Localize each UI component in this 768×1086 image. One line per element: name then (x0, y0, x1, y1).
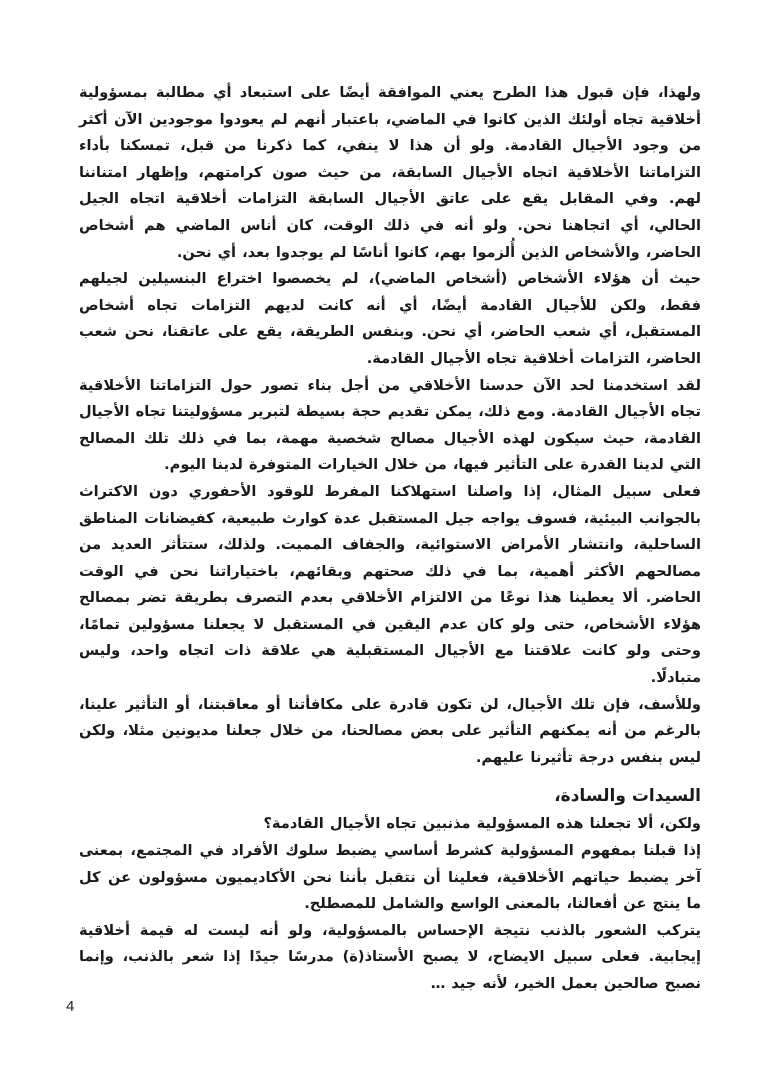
paragraph-moral-intuition: لقد استخدمنا لحد الآن حدسنا الأخلاقي من أجل بناء تصور حول التزاماتنا الأخلاقية تجاه الأجيال القادمة. ومع ذلك، يمكن تقديم حجة بسيطة لتبرير مسؤوليتنا تجاه الأجيال القادمة، حيث سيكون لهذه الأجيال مصالح شخصية مهمة، بما في ذلك تلك المصالح التي لدينا القدرة على التأثير فيها، من خلال الخيارات المتوفرة لدينا اليوم. (79, 376, 701, 474)
paragraph-guilt-question: ولكن، ألا تجعلنا هذه المسؤولية مذنبين تجاه الأجيال القادمة؟ (263, 815, 701, 833)
document-page (79, 80, 701, 998)
paragraph-responsibility-concept: إذا قبلنا بمفهوم المسؤولية كشرط أساسي يضبط سلوك الأفراد في المجتمع، بمعنى آخر يضبط حياتهم الأخلاقية، فعلينا أن نتقبل بأننا نحن الأكاديميون مسؤولون عن كل ما ينتج عن أفعالنا، بالمعنى الواسع والشامل للمصطلح. (79, 842, 701, 913)
paragraph-fossil-fuel-example: فعلى سبيل المثال، إذا واصلنا استهلاكنا المفرط للوقود الأحفوري دون الاكتراث بالجوانب البيئية، فسوف يواجه جيل المستقبل عدة كوارث طبيعية، كفيضانات المناطق الساحلية، وانتشار الأمراض الاستوائية، والجفاف المميت. ولذلك، ستتأثر العديد من مصالحهم الأكثر أهمية، بما في ذلك صحتهم وبقائهم، باختياراتنا نحن في الوقت الحاضر. ألا يعطينا هذا نوعًا من الالتزام الأخلاقي بعدم التصرف بطريقة تضر بمصالح هؤلاء الأشخاص، حتى ولو كان عدم اليقين في المستقبل لا يجعلنا مسؤولين تمامًا، وحتى ولو كانت علاقتنا مع الأجيال المستقبلية هي علاقة ذات اتجاه واحد، وليس متبادلًا. (79, 482, 701, 687)
paragraph-penicillin-example: حيث أن هؤلاء الأشخاص (أشخاص الماضي)، لم يخصصوا اختراع البنسيلين لجيلهم فقط، ولكن للأجيال القادمة أيضًا، أي أنه كانت لديهم التزامات تجاه أشخاص المستقبل، أي شعب الحاضر، أي نحن. وبنفس الطريقة، يقع على عاتقنا، نحن شعب الحاضر، التزامات أخلاقية تجاه الأجيال القادمة. (79, 270, 701, 367)
paragraph-one-way-relation: وللأسف، فإن تلك الأجيال، لن تكون قادرة على مكافأتنا أو معاقبتنا، أو التأثير علينا، بالرغم من أنه يمكنهم التأثير على بعض مصالحنا، من خلال جعلنا مديونين مثلا، ولكن ليس بنفس درجة تأثيرنا عليهم. (79, 695, 701, 766)
section-heading: السيدات والسادة، (554, 786, 701, 807)
paragraph-past-generations: ولهذا، فإن قبول هذا الطرح يعني الموافقة أيضًا على استبعاد أي مطالبة بمسؤولية أخلاقية تجاه أولئك الذين كانوا في الماضي، باعتبار أنهم لم يعودوا موجودين الآن أكثر من وجود الأجيال القادمة. ولو أن هذا لا ينفي، كما ذكرنا من قبل، تمسكنا بأداء التزاماتنا الأخلاقية اتجاه الأجيال السابقة، من حيث صون كرامتهم، وإظهار امتناننا لهم. وفي المقابل يقع على عاتق الأجيال السابقة التزامات أخلاقية اتجاه الجيل الحالي، أي اتجاهنا نحن. ولو أنه في ذلك الوقت، كان أناس الماضي هم أشخاص الحاضر، والأشخاص الذين أُلزموا بهم، كانوا أناسًا لم يوجدوا بعد، أي نحن. (79, 84, 701, 261)
paragraph-guilt-feeling: يتركب الشعور بالذنب نتيجة الإحساس بالمسؤولية، ولو أنه ليست له قيمة أخلاقية إيجابية. فعلى سبيل الايضاح، لا يصبح الأستاذ(ة) مدرسًا جيدًا إذا شعر بالذنب، وإنما نصبح صالحين بعمل الخير، لأنه جيد … (79, 921, 701, 992)
page-number: 4 (66, 998, 75, 1015)
